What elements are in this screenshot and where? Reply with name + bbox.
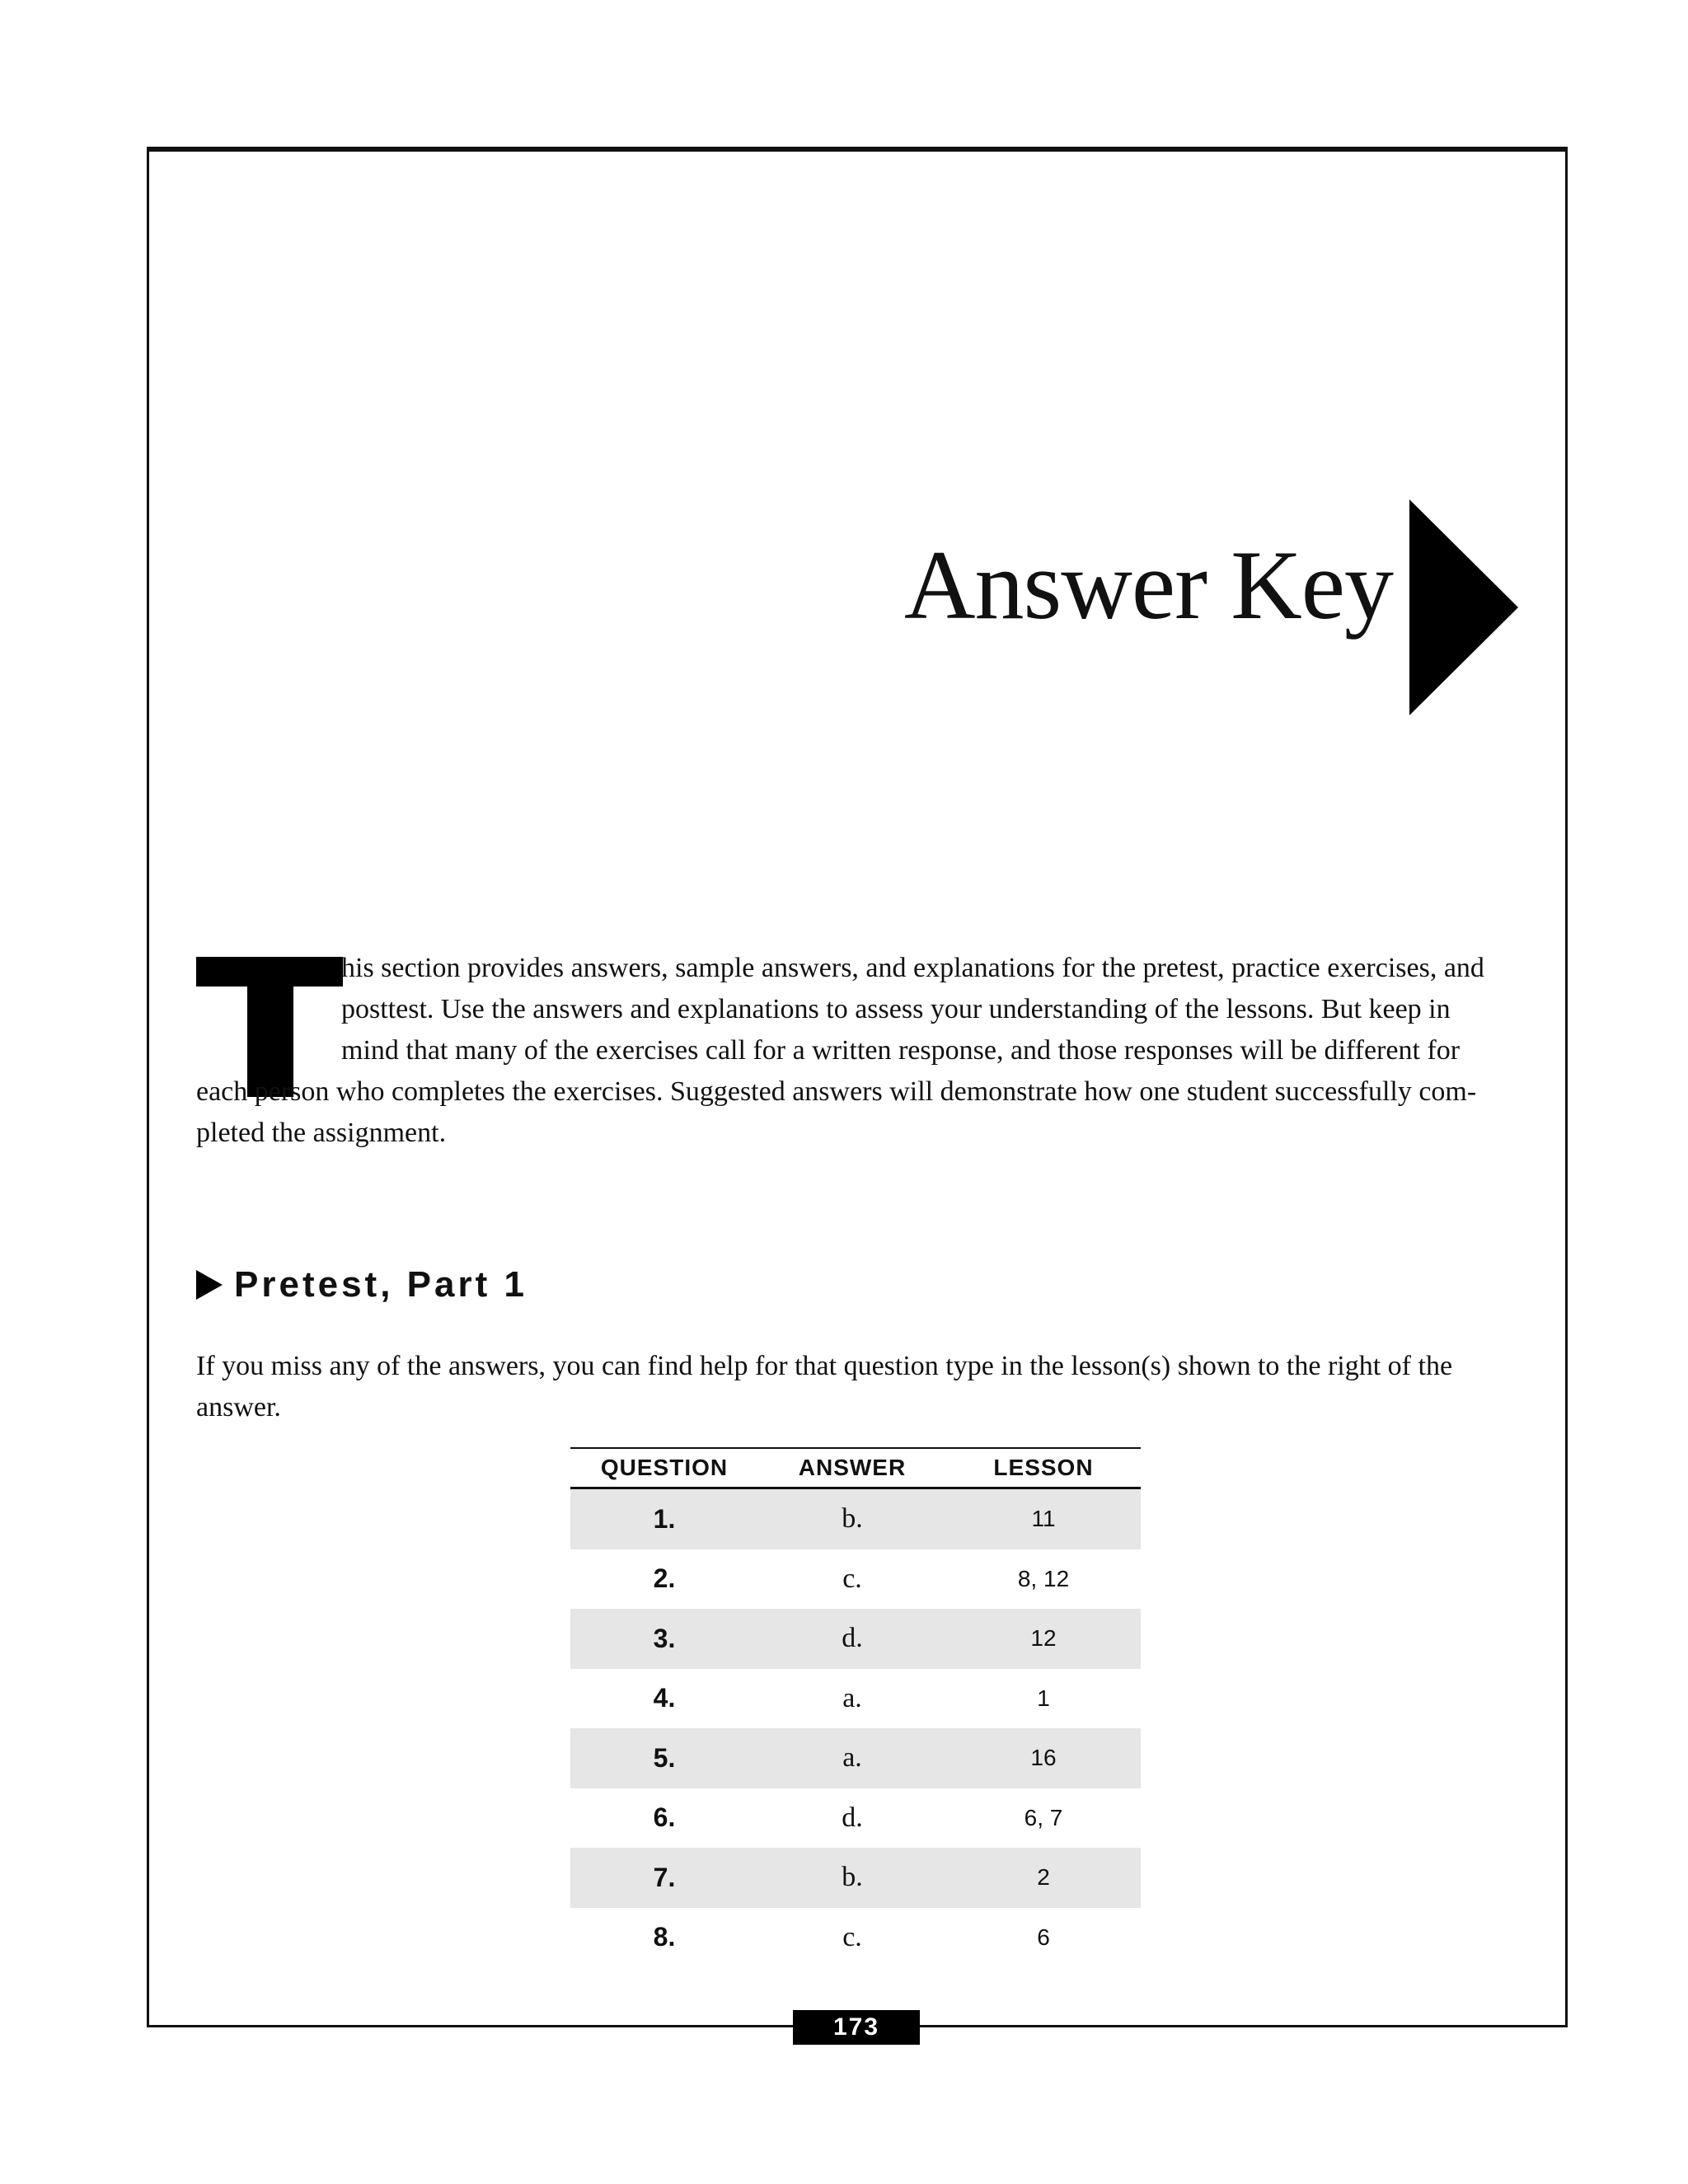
question-number: 4. [653, 1683, 676, 1713]
lesson-value: 2 [946, 1848, 1141, 1908]
heading-arrow-icon [196, 1270, 223, 1300]
section-heading-text: Pretest, Part 1 [234, 1264, 528, 1305]
instruction-line: answer. [196, 1392, 281, 1422]
column-header-answer: ANSWER [758, 1448, 946, 1488]
answer-value: c. [842, 1563, 862, 1594]
answer-value: b. [758, 1848, 946, 1908]
answer-value: d. [842, 1802, 863, 1833]
intro-line: posttest. Use the answers and explanations to assess your understanding of the lessons. But keep in [341, 994, 1451, 1024]
lesson-value: 12 [946, 1609, 1141, 1669]
table-header-row [570, 1448, 1141, 1488]
lesson-value: 1 [1037, 1685, 1050, 1711]
question-number: 5. [570, 1728, 758, 1788]
table-row [570, 1609, 1141, 1669]
section-heading [196, 1264, 528, 1305]
table-row [570, 1669, 1141, 1729]
lesson-value: 6, 7 [1024, 1804, 1063, 1830]
table-row [570, 1728, 1141, 1788]
table-row [570, 1908, 1141, 1968]
lesson-value: 16 [946, 1728, 1141, 1788]
chapter-title: Answer Key [903, 530, 1393, 640]
table-row [570, 1788, 1141, 1849]
drop-cap-letter [196, 957, 197, 958]
column-header-lesson: LESSON [946, 1448, 1141, 1488]
question-number: 2. [653, 1563, 676, 1594]
answer-value: d. [758, 1609, 946, 1669]
title-arrow-icon [1409, 499, 1518, 715]
question-number: 3. [570, 1609, 758, 1669]
answer-table [570, 1447, 1141, 1967]
table-row [570, 1488, 1141, 1549]
question-number: 7. [570, 1848, 758, 1908]
lesson-value: 11 [946, 1488, 1141, 1549]
lesson-value: 8, 12 [1017, 1565, 1070, 1591]
table-row [570, 1848, 1141, 1908]
column-header-question: QUESTION [570, 1448, 758, 1488]
question-number: 1. [570, 1488, 758, 1549]
table-row [570, 1549, 1141, 1610]
question-number: 8. [653, 1922, 676, 1952]
intro-line: each person who completes the exercises. Suggested answers will demonstrate how one student successfully com- [196, 1076, 1477, 1107]
answer-value: b. [758, 1488, 946, 1549]
answer-value: a. [758, 1728, 946, 1788]
question-number: 6. [653, 1802, 676, 1833]
intro-line: pleted the assignment. [196, 1118, 447, 1148]
intro-line: his section provides answers, sample answers, and explanations for the pretest, practice exercises, and [341, 953, 1484, 983]
lesson-value: 6 [1037, 1924, 1050, 1950]
answer-value: a. [842, 1682, 862, 1713]
page-number: 173 [793, 2010, 920, 2045]
answer-value: c. [842, 1921, 862, 1952]
instruction-line: If you miss any of the answers, you can find help for that question type in the lesson(s) shown to the right of the [196, 1351, 1453, 1381]
intro-line: mind that many of the exercises call for a written response, and those responses will be different for [341, 1035, 1461, 1066]
